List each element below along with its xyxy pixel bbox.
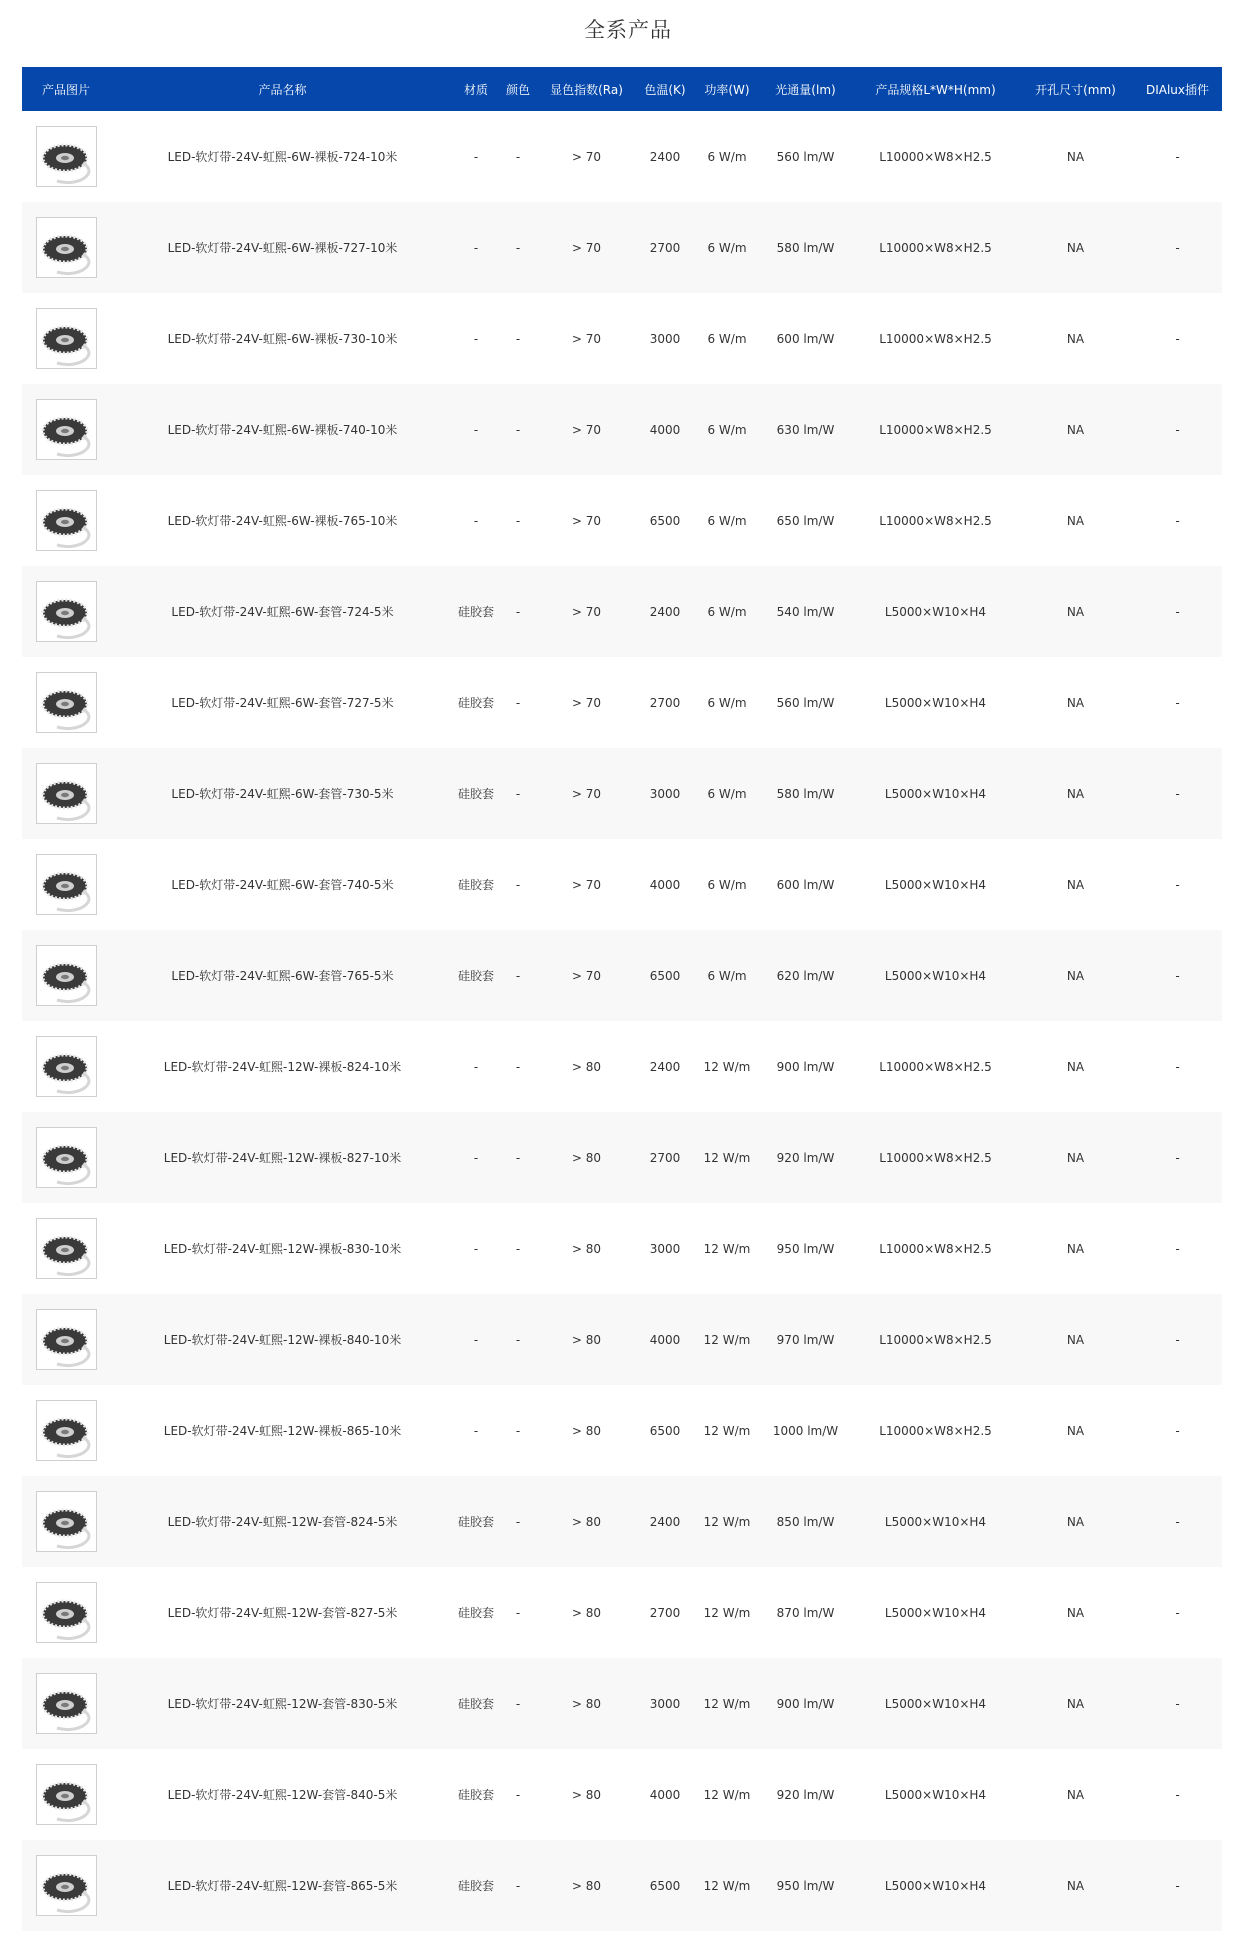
ra: > 70: [571, 240, 602, 255]
dialux-plugin[interactable]: -: [1175, 513, 1180, 528]
ra: > 80: [571, 1514, 602, 1529]
header-cct: 色温(K): [644, 82, 686, 97]
led-strip-reel-icon[interactable]: [36, 581, 97, 642]
material: 硅胶套: [457, 969, 494, 983]
material: -: [473, 1332, 479, 1347]
image-cell: [22, 1400, 110, 1461]
material: -: [473, 1150, 479, 1165]
ra: > 80: [571, 1423, 602, 1438]
cutout: NA: [1066, 1332, 1085, 1347]
size: L5000×W10×H4: [884, 1787, 987, 1802]
size: L10000×W8×H2.5: [879, 1423, 992, 1438]
material: 硅胶套: [457, 787, 494, 801]
header-cutout: 开孔尺寸(mm): [1035, 82, 1116, 97]
dialux-plugin[interactable]: -: [1175, 877, 1180, 892]
product-name: LED-软灯带-24V-虹熙-6W-套管-727-5米: [171, 696, 394, 710]
size: L10000×W8×H2.5: [879, 422, 992, 437]
color: -: [515, 1059, 521, 1074]
ra: > 70: [571, 877, 602, 892]
material: -: [473, 1423, 479, 1438]
ra: > 70: [571, 695, 602, 710]
color: -: [515, 1514, 521, 1529]
flux: 850 lm/W: [776, 1514, 835, 1529]
ra: > 80: [571, 1696, 602, 1711]
page-title: 全系产品: [584, 18, 672, 42]
ra: > 70: [571, 513, 602, 528]
flux: 950 lm/W: [776, 1878, 835, 1893]
flux: 950 lm/W: [776, 1241, 835, 1256]
product-name: LED-软灯带-24V-虹熙-12W-套管-840-5米: [167, 1788, 398, 1802]
power: 6 W/m: [707, 422, 747, 437]
table-row[interactable]: [22, 657, 1222, 748]
image-cell: [22, 126, 110, 187]
power: 6 W/m: [707, 786, 747, 801]
color: -: [515, 1696, 521, 1711]
cutout: NA: [1066, 786, 1085, 801]
dialux-plugin[interactable]: -: [1175, 331, 1180, 346]
cct: 6500: [649, 1423, 681, 1438]
cutout: NA: [1066, 1605, 1085, 1620]
image-cell: [22, 1218, 110, 1279]
led-strip-reel-icon[interactable]: [36, 126, 97, 187]
material: -: [473, 1241, 479, 1256]
cutout: NA: [1066, 513, 1085, 528]
color: -: [515, 331, 521, 346]
product-name: LED-软灯带-24V-虹熙-6W-裸板-730-10米: [167, 332, 398, 346]
product-name: LED-软灯带-24V-虹熙-6W-套管-765-5米: [171, 969, 394, 983]
cct: 4000: [649, 877, 681, 892]
color: -: [515, 1423, 521, 1438]
led-strip-reel-icon[interactable]: [36, 1218, 97, 1279]
dialux-plugin[interactable]: -: [1175, 1332, 1180, 1347]
header-dialux: DIAlux插件: [1145, 82, 1210, 97]
header-ra: 显色指数(Ra): [550, 82, 623, 97]
image-cell: [22, 308, 110, 369]
cct: 4000: [649, 1332, 681, 1347]
flux: 540 lm/W: [776, 604, 835, 619]
product-name: LED-软灯带-24V-虹熙-12W-裸板-830-10米: [163, 1242, 402, 1256]
image-cell: [22, 945, 110, 1006]
dialux-plugin[interactable]: -: [1175, 1241, 1180, 1256]
flux: 600 lm/W: [776, 331, 835, 346]
image-cell: [22, 1036, 110, 1097]
product-name: LED-软灯带-24V-虹熙-6W-裸板-765-10米: [167, 514, 398, 528]
size: L5000×W10×H4: [884, 1878, 987, 1893]
cutout: NA: [1066, 968, 1085, 983]
flux: 580 lm/W: [776, 240, 835, 255]
table-row[interactable]: [22, 384, 1222, 475]
product-name: LED-软灯带-24V-虹熙-12W-裸板-865-10米: [163, 1424, 402, 1438]
material: 硅胶套: [457, 1697, 494, 1711]
size: L5000×W10×H4: [884, 604, 987, 619]
ra: > 80: [571, 1241, 602, 1256]
table-body: [22, 111, 1222, 1931]
dialux-plugin[interactable]: -: [1175, 240, 1180, 255]
flux: 630 lm/W: [776, 422, 835, 437]
image-cell: [22, 490, 110, 551]
size: L10000×W8×H2.5: [879, 1332, 992, 1347]
color: -: [515, 604, 521, 619]
cct: 3000: [649, 1241, 681, 1256]
table-row[interactable]: [22, 1567, 1222, 1658]
size: L5000×W10×H4: [884, 695, 987, 710]
power: 12 W/m: [703, 1878, 751, 1893]
table-row[interactable]: [22, 1021, 1222, 1112]
image-cell: [22, 1582, 110, 1643]
cutout: NA: [1066, 422, 1085, 437]
material: -: [473, 149, 479, 164]
cct: 4000: [649, 1787, 681, 1802]
material: 硅胶套: [457, 878, 494, 892]
power: 12 W/m: [703, 1787, 751, 1802]
material: -: [473, 331, 479, 346]
material: 硅胶套: [457, 1606, 494, 1620]
table-row[interactable]: [22, 1385, 1222, 1476]
color: -: [515, 877, 521, 892]
led-strip-reel-icon[interactable]: [36, 1491, 97, 1552]
color: -: [515, 1605, 521, 1620]
flux: 560 lm/W: [776, 149, 835, 164]
ra: > 80: [571, 1150, 602, 1165]
dialux-plugin[interactable]: -: [1175, 1423, 1180, 1438]
size: L10000×W8×H2.5: [879, 1150, 992, 1165]
cct: 2700: [649, 1605, 681, 1620]
dialux-plugin[interactable]: -: [1175, 422, 1180, 437]
led-strip-reel-icon[interactable]: [36, 490, 97, 551]
image-cell: [22, 581, 110, 642]
size: L5000×W10×H4: [884, 968, 987, 983]
table-row[interactable]: [22, 1294, 1222, 1385]
dialux-plugin[interactable]: -: [1175, 1605, 1180, 1620]
cutout: NA: [1066, 240, 1085, 255]
material: 硅胶套: [457, 1515, 494, 1529]
material: -: [473, 1059, 479, 1074]
material: 硅胶套: [457, 605, 494, 619]
led-strip-reel-icon[interactable]: [36, 1673, 97, 1734]
led-strip-reel-icon[interactable]: [36, 1036, 97, 1097]
flux: 920 lm/W: [776, 1150, 835, 1165]
flux: 870 lm/W: [776, 1605, 835, 1620]
product-table: [22, 67, 1222, 1931]
color: -: [515, 1241, 521, 1256]
image-cell: [22, 1764, 110, 1825]
product-name: LED-软灯带-24V-虹熙-6W-套管-730-5米: [171, 787, 394, 801]
flux: 620 lm/W: [776, 968, 835, 983]
power: 6 W/m: [707, 240, 747, 255]
table-row[interactable]: [22, 202, 1222, 293]
size: L10000×W8×H2.5: [879, 240, 992, 255]
size: L5000×W10×H4: [884, 877, 987, 892]
ra: > 80: [571, 1059, 602, 1074]
cutout: NA: [1066, 1241, 1085, 1256]
ra: > 70: [571, 331, 602, 346]
power: 12 W/m: [703, 1059, 751, 1074]
cutout: NA: [1066, 1059, 1085, 1074]
image-cell: [22, 217, 110, 278]
image-cell: [22, 1491, 110, 1552]
flux: 1000 lm/W: [772, 1423, 839, 1438]
flux: 580 lm/W: [776, 786, 835, 801]
color: -: [515, 422, 521, 437]
ra: > 80: [571, 1878, 602, 1893]
led-strip-reel-icon[interactable]: [36, 1309, 97, 1370]
product-name: LED-软灯带-24V-虹熙-12W-裸板-827-10米: [163, 1151, 402, 1165]
image-cell: [22, 1127, 110, 1188]
header-name: 产品名称: [258, 82, 307, 97]
color: -: [515, 1332, 521, 1347]
cutout: NA: [1066, 695, 1085, 710]
material: 硅胶套: [457, 696, 494, 710]
cct: 2400: [649, 604, 681, 619]
power: 12 W/m: [703, 1605, 751, 1620]
cct: 6500: [649, 1878, 681, 1893]
led-strip-reel-icon[interactable]: [36, 945, 97, 1006]
cct: 4000: [649, 422, 681, 437]
table-row[interactable]: [22, 1112, 1222, 1203]
dialux-plugin[interactable]: -: [1175, 1696, 1180, 1711]
cct: 3000: [649, 1696, 681, 1711]
color: -: [515, 1787, 521, 1802]
product-name: LED-软灯带-24V-虹熙-6W-裸板-727-10米: [167, 241, 398, 255]
cutout: NA: [1066, 1787, 1085, 1802]
color: -: [515, 786, 521, 801]
dialux-plugin[interactable]: -: [1175, 1059, 1180, 1074]
cct: 2400: [649, 1514, 681, 1529]
cutout: NA: [1066, 1514, 1085, 1529]
material: 硅胶套: [457, 1879, 494, 1893]
product-name: LED-软灯带-24V-虹熙-6W-套管-724-5米: [171, 605, 394, 619]
led-strip-reel-icon[interactable]: [36, 672, 97, 733]
table-header: [22, 67, 1222, 111]
cct: 6500: [649, 968, 681, 983]
dialux-plugin[interactable]: -: [1175, 604, 1180, 619]
cct: 3000: [649, 331, 681, 346]
cct: 2700: [649, 240, 681, 255]
power: 12 W/m: [703, 1241, 751, 1256]
header-size: 产品规格L*W*H(mm): [875, 82, 996, 97]
led-strip-reel-icon[interactable]: [36, 1127, 97, 1188]
dialux-plugin[interactable]: -: [1175, 1514, 1180, 1529]
dialux-plugin[interactable]: -: [1175, 1878, 1180, 1893]
product-name: LED-软灯带-24V-虹熙-12W-套管-824-5米: [167, 1515, 398, 1529]
ra: > 70: [571, 968, 602, 983]
cutout: NA: [1066, 331, 1085, 346]
size: L5000×W10×H4: [884, 1696, 987, 1711]
table-row[interactable]: [22, 111, 1222, 202]
color: -: [515, 695, 521, 710]
material: -: [473, 422, 479, 437]
ra: > 70: [571, 422, 602, 437]
product-name: LED-软灯带-24V-虹熙-6W-裸板-740-10米: [167, 423, 398, 437]
dialux-plugin[interactable]: -: [1175, 695, 1180, 710]
color: -: [515, 513, 521, 528]
header-image: 产品图片: [41, 82, 90, 97]
image-cell: [22, 854, 110, 915]
cutout: NA: [1066, 877, 1085, 892]
led-strip-reel-icon[interactable]: [36, 217, 97, 278]
table-row[interactable]: [22, 1476, 1222, 1567]
led-strip-reel-icon[interactable]: [36, 1764, 97, 1825]
flux: 900 lm/W: [776, 1696, 835, 1711]
table-row[interactable]: [22, 930, 1222, 1021]
image-cell: [22, 672, 110, 733]
image-cell: [22, 399, 110, 460]
color: -: [515, 240, 521, 255]
ra: > 80: [571, 1605, 602, 1620]
table-row[interactable]: [22, 1749, 1222, 1840]
power: 6 W/m: [707, 968, 747, 983]
power: 6 W/m: [707, 695, 747, 710]
header-material: 材质: [463, 82, 488, 97]
power: 12 W/m: [703, 1423, 751, 1438]
power: 12 W/m: [703, 1696, 751, 1711]
cct: 2700: [649, 1150, 681, 1165]
cct: 2400: [649, 149, 681, 164]
led-strip-reel-icon[interactable]: [36, 1400, 97, 1461]
dialux-plugin[interactable]: -: [1175, 1150, 1180, 1165]
power: 6 W/m: [707, 331, 747, 346]
cct: 2400: [649, 1059, 681, 1074]
cct: 6500: [649, 513, 681, 528]
size: L5000×W10×H4: [884, 1514, 987, 1529]
size: L10000×W8×H2.5: [879, 1059, 992, 1074]
cutout: NA: [1066, 1150, 1085, 1165]
led-strip-reel-icon[interactable]: [36, 1582, 97, 1643]
flux: 970 lm/W: [776, 1332, 835, 1347]
dialux-plugin[interactable]: -: [1175, 786, 1180, 801]
product-name: LED-软灯带-24V-虹熙-12W-套管-830-5米: [167, 1697, 398, 1711]
cutout: NA: [1066, 149, 1085, 164]
led-strip-reel-icon[interactable]: [36, 399, 97, 460]
material: -: [473, 513, 479, 528]
header-flux: 光通量(lm): [775, 82, 836, 97]
power: 6 W/m: [707, 877, 747, 892]
header-color: 颜色: [505, 82, 530, 97]
cutout: NA: [1066, 1696, 1085, 1711]
led-strip-reel-icon[interactable]: [36, 854, 97, 915]
cutout: NA: [1066, 604, 1085, 619]
product-name: LED-软灯带-24V-虹熙-12W-裸板-840-10米: [163, 1333, 402, 1347]
power: 12 W/m: [703, 1514, 751, 1529]
table-row[interactable]: [22, 566, 1222, 657]
size: L10000×W8×H2.5: [879, 513, 992, 528]
flux: 920 lm/W: [776, 1787, 835, 1802]
power: 12 W/m: [703, 1150, 751, 1165]
cct: 2700: [649, 695, 681, 710]
product-name: LED-软灯带-24V-虹熙-12W-裸板-824-10米: [163, 1060, 402, 1074]
table-row[interactable]: [22, 293, 1222, 384]
table-row[interactable]: [22, 475, 1222, 566]
led-strip-reel-icon[interactable]: [36, 308, 97, 369]
color: -: [515, 1878, 521, 1893]
cutout: NA: [1066, 1423, 1085, 1438]
size: L10000×W8×H2.5: [879, 1241, 992, 1256]
size: L10000×W8×H2.5: [879, 149, 992, 164]
power: 6 W/m: [707, 604, 747, 619]
material: 硅胶套: [457, 1788, 494, 1802]
led-strip-reel-icon[interactable]: [36, 763, 97, 824]
product-name: LED-软灯带-24V-虹熙-6W-套管-740-5米: [171, 878, 394, 892]
product-name: LED-软灯带-24V-虹熙-6W-裸板-724-10米: [167, 150, 398, 164]
size: L5000×W10×H4: [884, 786, 987, 801]
table-row[interactable]: [22, 1658, 1222, 1749]
ra: > 70: [571, 786, 602, 801]
image-cell: [22, 1309, 110, 1370]
color: -: [515, 1150, 521, 1165]
power: 6 W/m: [707, 149, 747, 164]
dialux-plugin[interactable]: -: [1175, 968, 1180, 983]
led-strip-reel-icon[interactable]: [36, 1855, 97, 1916]
ra: > 70: [571, 149, 602, 164]
material: -: [473, 240, 479, 255]
color: -: [515, 149, 521, 164]
table-row[interactable]: [22, 1840, 1222, 1931]
ra: > 80: [571, 1332, 602, 1347]
flux: 600 lm/W: [776, 877, 835, 892]
header-power: 功率(W): [704, 82, 750, 97]
color: -: [515, 968, 521, 983]
dialux-plugin[interactable]: -: [1175, 1787, 1180, 1802]
ra: > 70: [571, 604, 602, 619]
power: 12 W/m: [703, 1332, 751, 1347]
dialux-plugin[interactable]: -: [1175, 149, 1180, 164]
power: 6 W/m: [707, 513, 747, 528]
cct: 3000: [649, 786, 681, 801]
product-name: LED-软灯带-24V-虹熙-12W-套管-827-5米: [167, 1606, 398, 1620]
table-row[interactable]: [22, 748, 1222, 839]
ra: > 80: [571, 1787, 602, 1802]
product-name: LED-软灯带-24V-虹熙-12W-套管-865-5米: [167, 1879, 398, 1893]
size: L10000×W8×H2.5: [879, 331, 992, 346]
flux: 560 lm/W: [776, 695, 835, 710]
image-cell: [22, 1855, 110, 1916]
table-row[interactable]: [22, 1203, 1222, 1294]
cutout: NA: [1066, 1878, 1085, 1893]
image-cell: [22, 763, 110, 824]
image-cell: [22, 1673, 110, 1734]
flux: 900 lm/W: [776, 1059, 835, 1074]
flux: 650 lm/W: [776, 513, 835, 528]
size: L5000×W10×H4: [884, 1605, 987, 1620]
table-row[interactable]: [22, 839, 1222, 930]
